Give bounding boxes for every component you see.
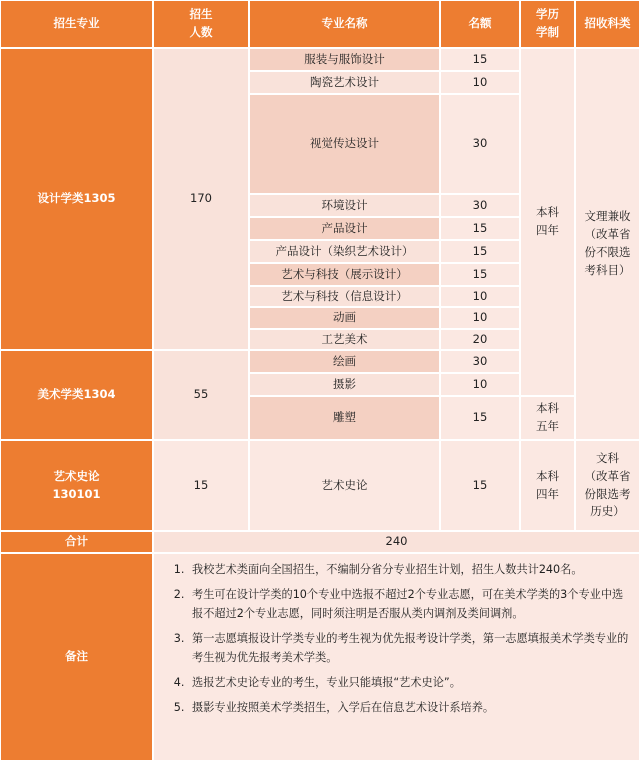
header-subject: 招收科类	[575, 0, 640, 48]
note-item: 5. 摄影专业按照美术学类招生，入学后在信息艺术设计系培养。	[188, 698, 631, 717]
major-quota: 10	[440, 286, 520, 307]
major-name: 服装与服饰设计	[249, 48, 440, 71]
major-quota: 20	[440, 329, 520, 350]
major-quota: 10	[440, 307, 520, 329]
major-quota: 10	[440, 71, 520, 94]
major-name: 陶瓷艺术设计	[249, 71, 440, 94]
count-fine-arts: 55	[153, 350, 249, 440]
major-quota: 30	[440, 94, 520, 194]
major-name: 工艺美术	[249, 329, 440, 350]
subject-history: 文科 （改革省 份限选考 历史）	[575, 440, 640, 531]
note-item: 1. 我校艺术类面向全国招生，不编制分省分专业招生计划，招生人数共计240名。	[188, 560, 631, 579]
major-quota: 30	[440, 350, 520, 373]
major-quota: 10	[440, 373, 520, 396]
major-name: 视觉传达设计	[249, 94, 440, 194]
major-quota: 15	[440, 396, 520, 440]
count-design: 170	[153, 48, 249, 350]
subject-design-fine: 文理兼收 （改革省 份不限选 考科目）	[575, 48, 640, 440]
major-name: 产品设计	[249, 217, 440, 240]
degree-four-year: 本科 四年	[520, 440, 575, 531]
major-name: 艺术史论	[249, 440, 440, 531]
major-name: 雕塑	[249, 396, 440, 440]
notes-content	[153, 553, 640, 761]
major-quota: 15	[440, 240, 520, 263]
major-name: 动画	[249, 307, 440, 329]
note-item: 2. 考生可在设计学类的10个专业中选报不超过2个专业志愿，可在美术学类的3个专业中选报不超过2个专业志愿，同时须注明是否服从类内调剂及类间调剂。	[188, 585, 631, 623]
major-name: 环境设计	[249, 194, 440, 217]
notes-list	[166, 560, 631, 717]
note-item: 3. 第一志愿填报设计学类专业的考生视为优先报考设计学类，第一志愿填报美术学类专业的考生视为优先报考美术学类。	[188, 629, 631, 667]
major-name: 摄影	[249, 373, 440, 396]
header-enrollment-count: 招生 人数	[153, 0, 249, 48]
major-quota: 15	[440, 263, 520, 286]
category-design: 设计学类1305	[0, 48, 153, 350]
header-degree: 学历 学制	[520, 0, 575, 48]
note-item: 4. 选报艺术史论专业的考生，专业只能填报“艺术史论”。	[188, 673, 631, 692]
major-name: 绘画	[249, 350, 440, 373]
header-major-name: 专业名称	[249, 0, 440, 48]
degree-five-year: 本科 五年	[520, 396, 575, 440]
major-quota: 30	[440, 194, 520, 217]
total-value: 240	[153, 531, 640, 553]
total-label: 合计	[0, 531, 153, 553]
major-name: 产品设计（染织艺术设计）	[249, 240, 440, 263]
major-name: 艺术与科技（展示设计）	[249, 263, 440, 286]
major-quota: 15	[440, 48, 520, 71]
category-fine-arts: 美术学类1304	[0, 350, 153, 440]
header-major-category: 招生专业	[0, 0, 153, 48]
major-quota: 15	[440, 440, 520, 531]
major-quota: 15	[440, 217, 520, 240]
category-art-history: 艺术史论 130101	[0, 440, 153, 531]
count-art-history: 15	[153, 440, 249, 531]
degree-four-year: 本科 四年	[520, 48, 575, 396]
major-name: 艺术与科技（信息设计）	[249, 286, 440, 307]
header-quota: 名额	[440, 0, 520, 48]
notes-label: 备注	[0, 553, 153, 761]
